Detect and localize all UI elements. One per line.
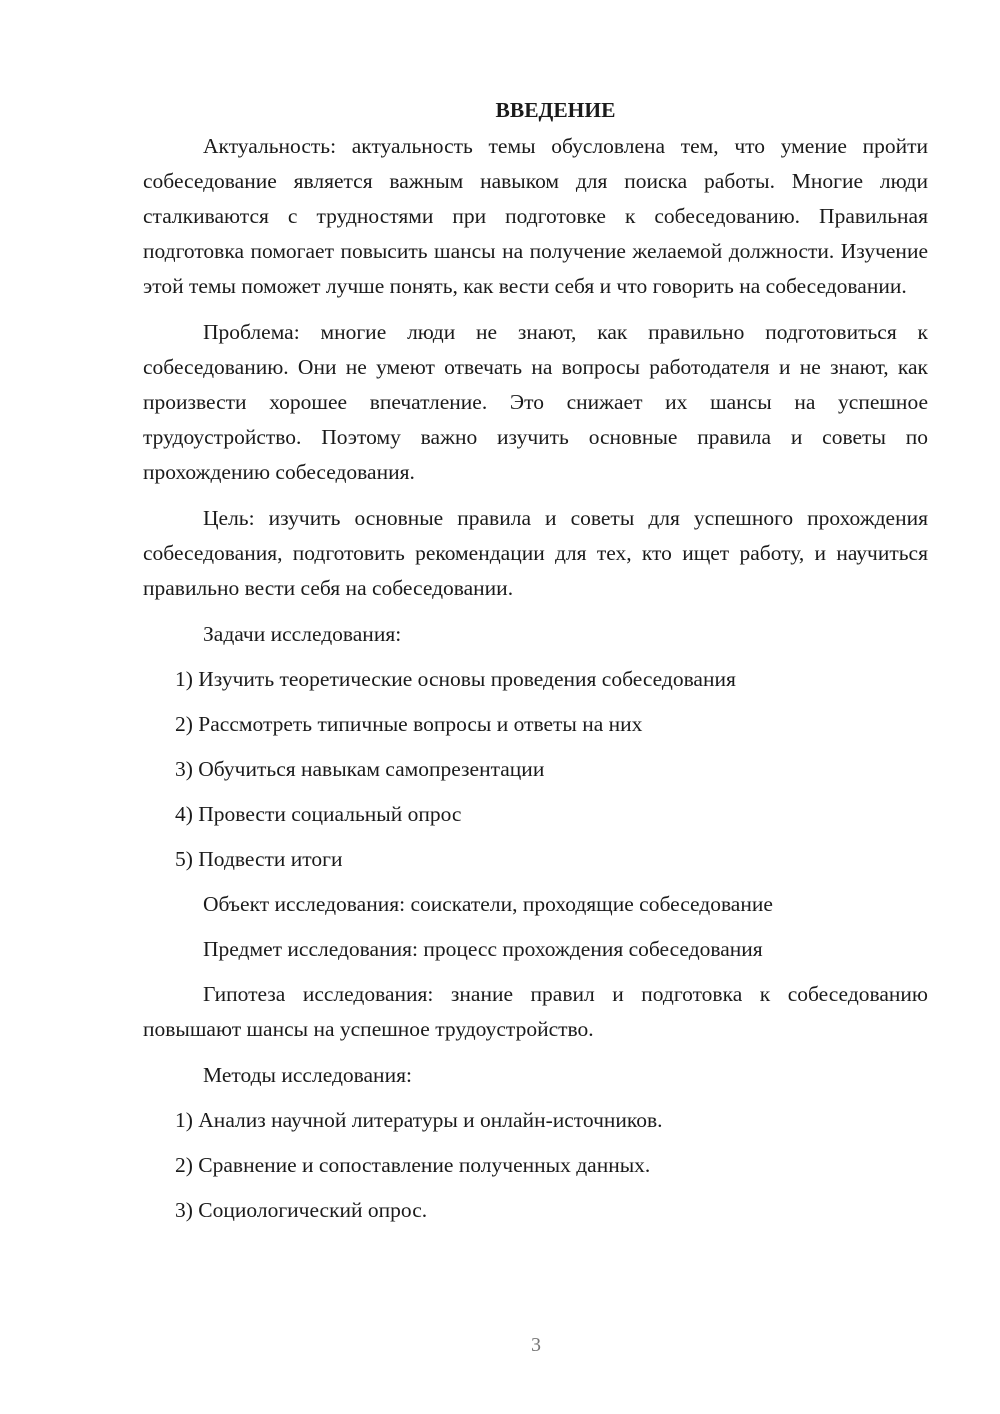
task-item-5: 5) Подвести итоги <box>175 847 343 871</box>
method-item-3: 3) Социологический опрос. <box>175 1198 428 1222</box>
tasks-heading: Задачи исследования: <box>203 622 402 646</box>
hypothesis-paragraph: Гипотеза исследования: знание правил и подготовка к собеседованию повышают шансы на успешное трудоустройство. <box>143 982 928 1041</box>
problem-paragraph: Проблема: многие люди не знают, как правильно подготовиться к собеседованию. Они не умеют отвечать на вопросы работодателя и не знают, как произвести хорошее впечатление. Это снижает их шансы на успешное трудоустройство. Поэтому важно изучить основные правила и советы по прохождению собеседования. <box>143 320 928 484</box>
research-object: Объект исследования: соискатели, проходящие собеседование <box>203 892 773 916</box>
task-item-1: 1) Изучить теоретические основы проведения собеседования <box>175 667 736 691</box>
task-item-4: 4) Провести социальный опрос <box>175 802 462 826</box>
task-item-2: 2) Рассмотреть типичные вопросы и ответы на них <box>175 712 643 736</box>
task-item-3: 3) Обучиться навыкам самопрезентации <box>175 757 545 781</box>
method-item-1: 1) Анализ научной литературы и онлайн-источников. <box>175 1108 663 1132</box>
research-subject: Предмет исследования: процесс прохождения собеседования <box>203 937 763 961</box>
methods-heading: Методы исследования: <box>203 1063 412 1087</box>
page-number: 3 <box>531 1334 541 1356</box>
method-item-2: 2) Сравнение и сопоставление полученных данных. <box>175 1153 651 1177</box>
page-title: ВВЕДЕНИЕ <box>495 98 616 122</box>
goal-paragraph: Цель: изучить основные правила и советы для успешного прохождения собеседования, подготовить рекомендации для тех, кто ищет работу, и научиться правильно вести себя на собеседовании. <box>143 506 928 600</box>
page-content <box>143 93 928 1238</box>
relevance-paragraph: Актуальность: актуальность темы обусловлена тем, что умение пройти собеседование является важным навыком для поиска работы. Многие люди сталкиваются с трудностями при подготовке к собеседованию. Правильная подготовка помогает повысить шансы на получение желаемой должности. Изучение этой темы поможет лучше понять, как вести себя и что говорить на собеседовании. <box>143 134 928 298</box>
